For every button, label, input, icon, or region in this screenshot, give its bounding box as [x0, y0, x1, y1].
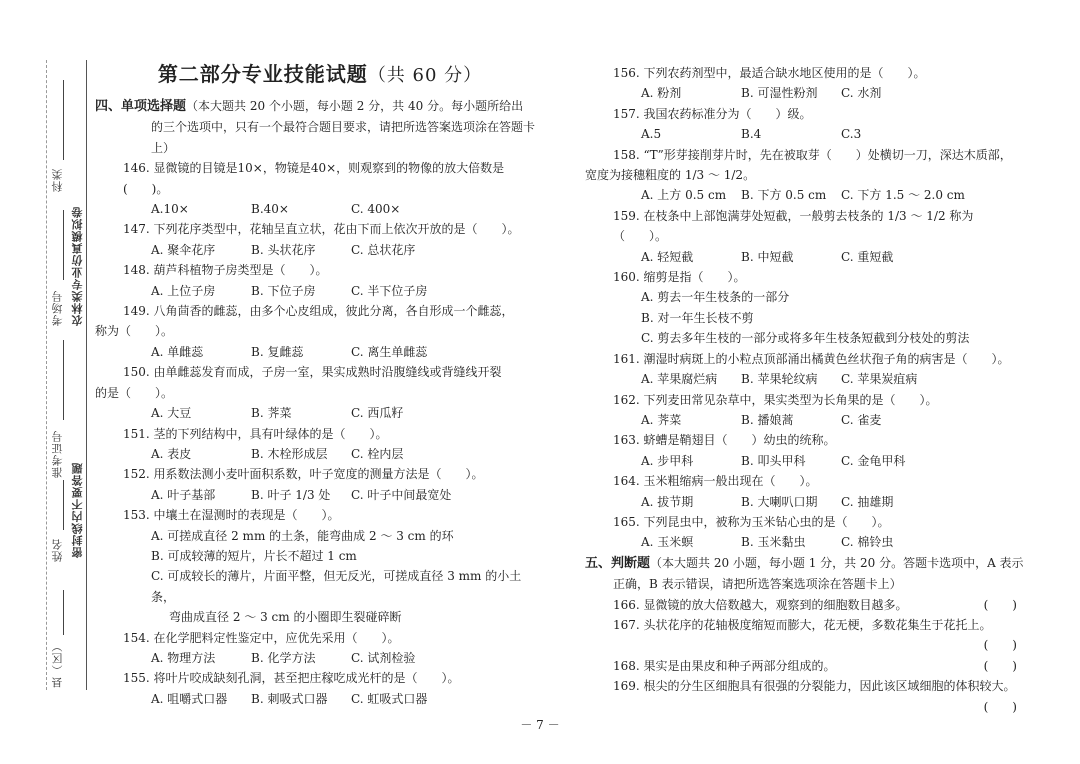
option: A. 叶子基部 [151, 487, 216, 502]
option: C. 叶子中间最宽处 [351, 487, 452, 502]
option: A. 步甲科 [641, 453, 694, 468]
question-148: 148. 葫芦科植物子房类型是（ ）。 [123, 263, 328, 278]
option: C. 总状花序 [351, 242, 416, 257]
question-154: 154. 在化学肥料定性鉴定中，应优先采用（ ）。 [123, 630, 400, 645]
answer-bracket: ( ) [983, 638, 1017, 653]
question-163: 163. 蛴螬是鞘翅目（ ）幼虫的统称。 [613, 433, 836, 448]
question-152: 152. 用系数法测小麦叶面积系数，叶子宽度的测量方法是（ ）。 [123, 467, 484, 482]
left-column [95, 96, 535, 709]
options-161 [585, 369, 1025, 389]
margin-blank [63, 590, 64, 635]
options-158 [585, 185, 1025, 205]
option: C. 栓内层 [351, 446, 404, 461]
option: A. 咀嚼式口器 [151, 691, 228, 706]
question-158-cont: 宽度为接穗粗度的 1/3 ～ 1/2。 [585, 168, 756, 183]
margin-label-exam-type: 农林类专业仿真模拟卷 [71, 206, 84, 326]
option: A. 剪去一年生枝条的一部分 [641, 290, 790, 305]
option: B. 木栓形成层 [251, 446, 328, 461]
option: A. 拔节期 [641, 494, 694, 509]
option: A.10× [151, 202, 189, 217]
option: B. 叩头甲科 [741, 453, 806, 468]
option: B. 玉米黏虫 [741, 535, 806, 550]
option: A.5 [641, 127, 662, 142]
option: A. 粉剂 [641, 86, 682, 101]
margin-label-county: 县（区） [51, 640, 64, 688]
page-title [100, 58, 540, 87]
option: A. 玉米螟 [641, 535, 694, 550]
seal-line-solid [86, 60, 87, 690]
title-score: （共 60 分） [367, 65, 483, 86]
question-150-cont: 的是（ ）。 [95, 385, 174, 400]
question-166 [585, 595, 1025, 615]
question-169: 169. 根尖的分生区细胞具有很强的分裂能力，因此该区域细胞的体积较大。 [613, 679, 1016, 694]
options-151 [95, 444, 535, 464]
option: A. 上方 0.5 cm [641, 188, 727, 203]
option: A. 上位子房 [151, 283, 216, 298]
question-165: 165. 下列昆虫中，被称为玉米钻心虫的是（ ）。 [613, 514, 890, 529]
options-162 [585, 410, 1025, 430]
option: A. 物理方法 [151, 650, 216, 665]
option: A. 荠菜 [641, 412, 682, 427]
options-149 [95, 342, 535, 362]
option: C. 重短截 [841, 249, 894, 264]
option: B. 下方 0.5 cm [741, 188, 827, 203]
option: C. 苹果炭疽病 [841, 372, 918, 387]
options-152 [95, 485, 535, 505]
answer-bracket: ( ) [983, 658, 1017, 673]
margin-blank [63, 340, 64, 420]
question-150: 150. 由单雌蕊发育而成，子房一室，果实成熟时沿腹缝线或背缝线开裂 [123, 365, 502, 380]
options-163 [585, 451, 1025, 471]
option: C. 抽雄期 [841, 494, 894, 509]
option: C. 试剂检验 [351, 650, 416, 665]
question-155: 155. 将叶片咬成缺刻孔洞，甚至把庄稼吃成光杆的是（ ）。 [123, 671, 460, 686]
option: C. 离生单雌蕊 [351, 344, 428, 359]
option: A. 苹果腐烂病 [641, 372, 718, 387]
option: C. 剪去多年生枝的一部分或将多年生枝条短截到分枝处的剪法 [641, 331, 970, 346]
option: B. 刺吸式口器 [251, 691, 328, 706]
binding-margin [28, 60, 88, 690]
option: B. 叶子 1/3 处 [251, 487, 331, 502]
section-4-intro: （本大题共 20 个小题，每小题 2 分，共 40 分。每小题所给出的三个选项中，只有一个最符合题目要求，请把所选答案选项涂在答题卡上） [151, 99, 536, 155]
question-text: 168. 果实是由果皮和种子两部分组成的。 [613, 658, 836, 673]
options-157 [585, 124, 1025, 144]
question-153: 153. 中壤土在湿测时的表现是（ ）。 [123, 508, 340, 523]
option: A. 轻短截 [641, 249, 694, 264]
option: C. 棉铃虫 [841, 535, 894, 550]
option: B.4 [741, 127, 762, 142]
options-154 [95, 648, 535, 668]
option: C.3 [841, 127, 862, 142]
section-5-header [585, 553, 1025, 595]
margin-label-ticket: 准考证号 [51, 430, 64, 478]
option: C. 可成较长的薄片，片面平整，但无反光，可搓成直径 3 mm 的小土条， [151, 569, 522, 604]
section-4-header [95, 96, 535, 158]
question-156: 156. 下列农药剂型中，最适合缺水地区使用的是（ ）。 [613, 66, 926, 80]
options-159 [585, 247, 1025, 267]
margin-blank [63, 80, 64, 160]
option: B. 苹果轮纹病 [741, 372, 818, 387]
answer-bracket: ( ) [983, 597, 1017, 612]
option: A. 聚伞花序 [151, 242, 216, 257]
option: B. 头状花序 [251, 242, 316, 257]
question-text: 166. 显微镜的放大倍数越大，观察到的细胞数目越多。 [613, 597, 908, 612]
margin-label-subject: 科类 [51, 168, 64, 192]
question-162: 162. 下列麦田常见杂草中，果实类型为长角果的是（ ）。 [613, 392, 938, 407]
option: C. 金龟甲科 [841, 453, 906, 468]
options-164 [585, 492, 1025, 512]
section-4-heading: 四、单项选择题 [95, 99, 187, 114]
question-147: 147. 下列花序类型中，花轴呈直立状，花由下而上依次开放的是（ ）。 [123, 222, 520, 237]
option: B. 荠菜 [251, 406, 292, 421]
question-151: 151. 茎的下列结构中，具有叶绿体的是（ ）。 [123, 426, 388, 441]
margin-label-room: 考场号 [51, 290, 64, 326]
option: B. 播娘蒿 [741, 412, 794, 427]
margin-blank [63, 480, 64, 530]
right-column [585, 63, 1025, 717]
option: B. 中短截 [741, 249, 794, 264]
question-167: 167. 头状花序的花轴极度缩短而膨大，花无梗，多数花集生于花托上。 [613, 617, 992, 632]
option: C. 雀麦 [841, 412, 882, 427]
option: C. 水剂 [841, 86, 882, 101]
seal-line-dashed [46, 60, 47, 690]
section-5-intro: （本大题共 20 小题，每小题 1 分，共 20 分。答题卡选项中，A 表示正确，B 表示错误，请把所选答案选项涂在答题卡上） [613, 555, 1024, 592]
option: B. 复雌蕊 [251, 344, 304, 359]
option: C. 下方 1.5 ～ 2.0 cm [841, 188, 965, 203]
options-155 [95, 689, 535, 709]
page-number: － 7 － [520, 718, 560, 732]
options-146 [95, 199, 535, 219]
options-147 [95, 240, 535, 260]
option-cont: 弯曲成直径 2 ～ 3 cm 的小圈即生裂碰碎断 [169, 610, 402, 625]
section-5-heading: 五、判断题 [585, 555, 651, 571]
options-148 [95, 281, 535, 301]
option: B. 化学方法 [251, 650, 316, 665]
question-157: 157. 我国农药标准分为（ ）级。 [613, 106, 812, 121]
question-149: 149. 八角茴香的雌蕊，由多个心皮组成，彼此分离，各自形成一个雌蕊， [123, 304, 514, 319]
options-150 [95, 403, 535, 423]
option: C. 虹吸式口器 [351, 691, 428, 706]
option: B. 可成较薄的短片，片长不超过 1 cm [151, 548, 357, 563]
answer-bracket: ( ) [983, 699, 1017, 714]
margin-label-no-answer: 密封线内不要答题 [71, 462, 84, 558]
option: B. 下位子房 [251, 283, 316, 298]
option: A. 大豆 [151, 406, 192, 421]
option: C. 西瓜籽 [351, 406, 404, 421]
options-156 [585, 83, 1025, 103]
option: A. 表皮 [151, 446, 192, 461]
margin-label-name: 姓名 [51, 538, 64, 562]
question-160: 160. 缩剪是指（ ）。 [613, 270, 746, 285]
question-168 [585, 656, 1025, 676]
question-149-cont: 称为（ ）。 [95, 324, 174, 339]
question-158: 158. “T”形芽接削芽片时，先在被取芽（ ）处横切一刀，深达木质部， [613, 147, 1012, 162]
question-159: 159. 在枝条中上部饱满芽处短截，一般剪去枝条的 1/3 ～ 1/2 称为（ ）。 [613, 208, 974, 244]
question-146: 146. 显微镜的目镜是10×，物镜是40×，则观察到的物像的放大倍数是( )。 [123, 161, 505, 196]
option: B. 大喇叭口期 [741, 494, 818, 509]
option: C. 半下位子房 [351, 283, 428, 298]
option: A. 可搓成直径 2 mm 的土条，能弯曲成 2 ～ 3 cm 的环 [151, 528, 454, 543]
question-164: 164. 玉米粗缩病一般出现在（ ）。 [613, 474, 818, 489]
option: B. 可湿性粉剂 [741, 86, 818, 101]
question-161: 161. 潮湿时病斑上的小粒点顶部涌出橘黄色丝状孢子角的病害是（ ）。 [613, 351, 1010, 366]
option: B.40× [251, 202, 289, 217]
options-165 [585, 532, 1025, 552]
option: A. 单雌蕊 [151, 344, 204, 359]
option: B. 对一年生长枝不剪 [641, 310, 754, 325]
margin-blank [63, 210, 64, 280]
option: C. 400× [351, 202, 401, 217]
title-main: 第二部分专业技能试题 [157, 62, 368, 86]
